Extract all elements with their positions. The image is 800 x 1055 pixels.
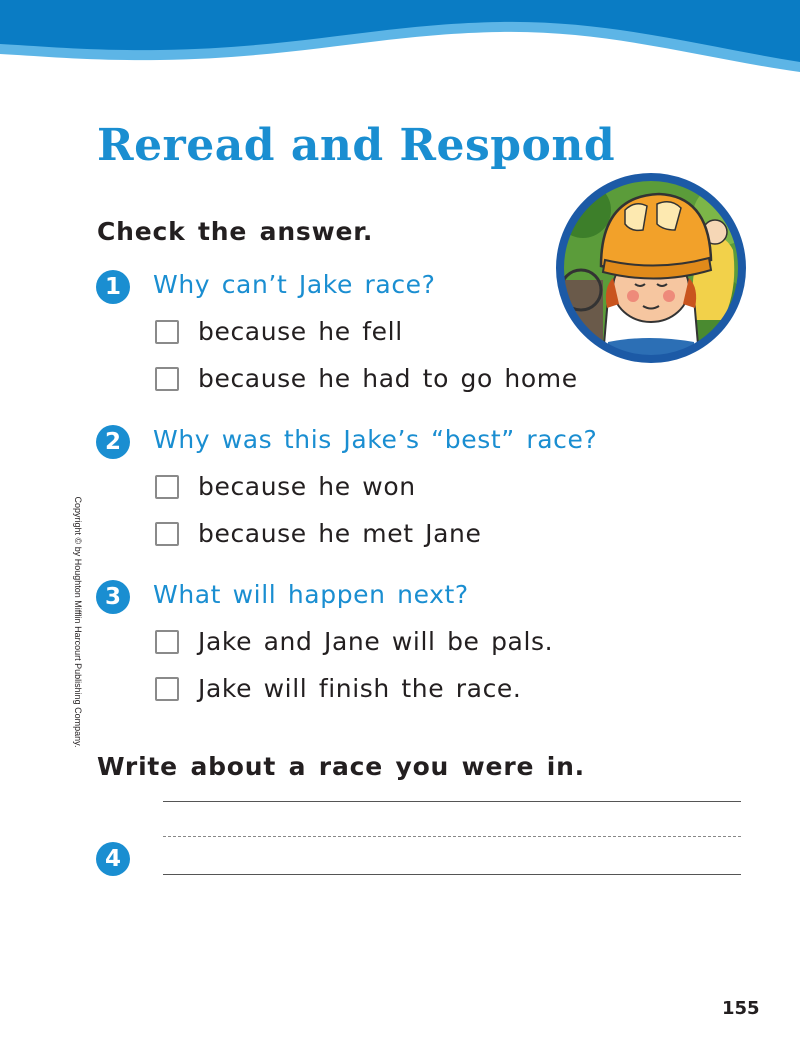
question-3-option-2-checkbox[interactable] <box>155 677 179 701</box>
jake-helmet-illustration <box>553 170 749 366</box>
writing-top-line[interactable] <box>163 801 741 802</box>
question-1-option-1-checkbox[interactable] <box>155 320 179 344</box>
question-1-number-badge: 1 <box>96 270 130 304</box>
question-1-option-2[interactable] <box>155 363 578 393</box>
question-3-option-1[interactable] <box>155 626 553 656</box>
option-label: Jake and Jane will be pals. <box>198 626 554 656</box>
question-1-option-1[interactable] <box>155 316 403 346</box>
question-3-number-badge: 3 <box>96 580 130 614</box>
option-label: Jake will finish the race. <box>198 673 522 703</box>
question-2-option-1[interactable] <box>155 471 416 501</box>
instruction-check-answer: Check the answer. <box>97 217 374 246</box>
writing-midline[interactable] <box>163 836 741 837</box>
question-2-option-2[interactable] <box>155 518 482 548</box>
question-2-number-badge: 2 <box>96 425 130 459</box>
question-3-option-2[interactable] <box>155 673 521 703</box>
question-1-text: Why can’t Jake race? <box>153 270 436 299</box>
question-4-number-badge: 4 <box>96 842 130 876</box>
option-label: because he fell <box>198 316 403 346</box>
question-1-option-2-checkbox[interactable] <box>155 367 179 391</box>
question-3-option-1-checkbox[interactable] <box>155 630 179 654</box>
page-title: Reread and Respond <box>97 120 616 171</box>
header-wave <box>0 0 800 90</box>
option-label: because he won <box>198 471 416 501</box>
page-number: 155 <box>722 998 760 1019</box>
option-label: because he met Jane <box>198 518 482 548</box>
question-2-text: Why was this Jake’s “best” race? <box>153 425 598 454</box>
question-3-text: What will happen next? <box>153 580 469 609</box>
question-2-option-1-checkbox[interactable] <box>155 475 179 499</box>
writing-base-line[interactable] <box>163 874 741 875</box>
instruction-write-about-race: Write about a race you were in. <box>97 752 585 781</box>
option-label: because he had to go home <box>198 363 578 393</box>
question-2-option-2-checkbox[interactable] <box>155 522 179 546</box>
copyright-notice: Copyright © by Houghton Mifflin Harcourt Publishing Company. <box>73 496 83 748</box>
